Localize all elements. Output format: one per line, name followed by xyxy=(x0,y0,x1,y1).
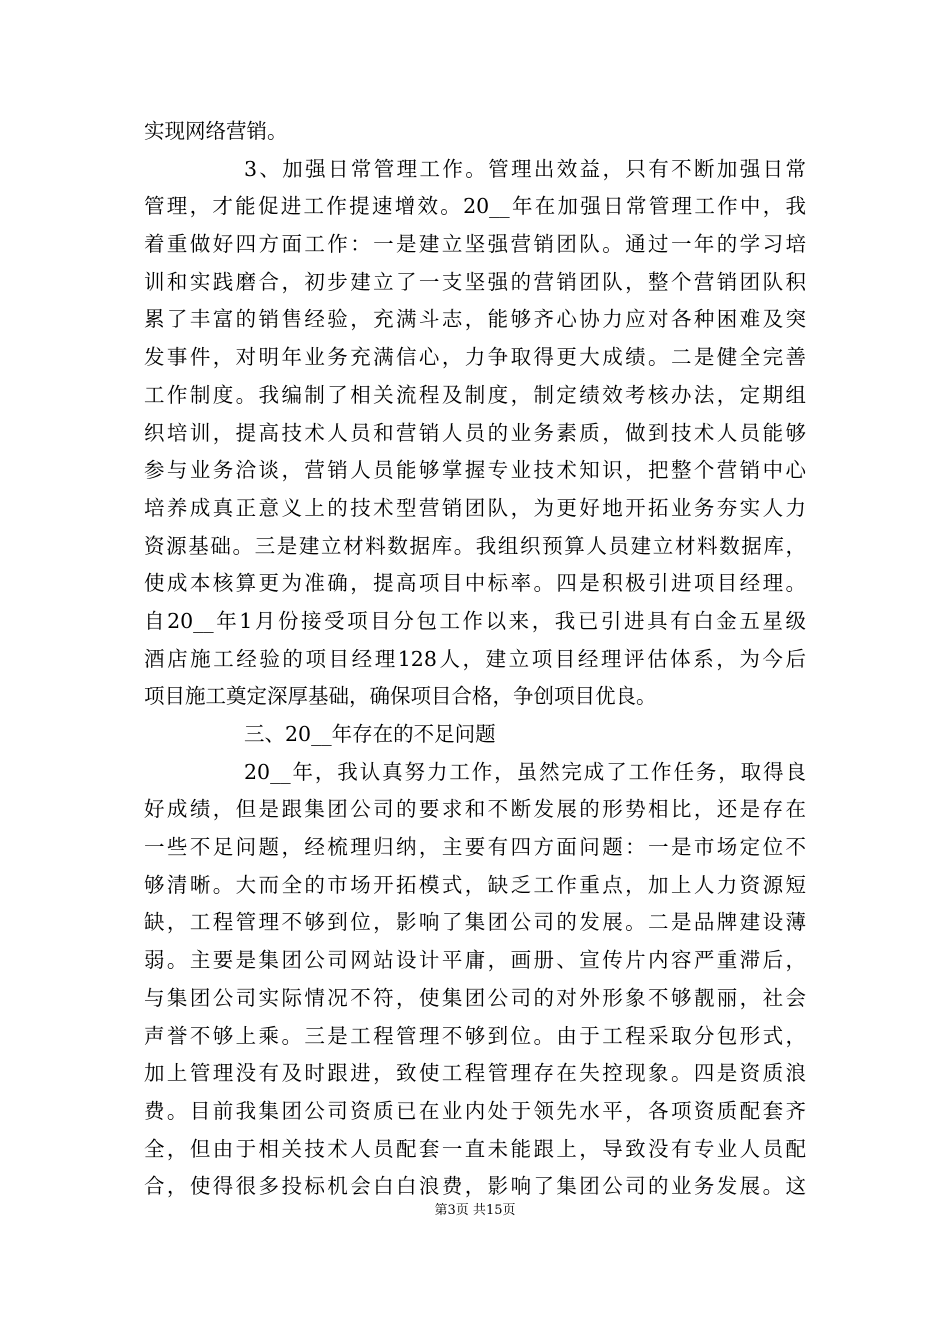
text-line: 一些不足问题，经梳理归纳，主要有四方面问题：一是市场定位不 xyxy=(144,835,806,860)
text-line: 着重做好四方面工作：一是建立坚强营销团队。通过一年的学习培 xyxy=(144,232,806,257)
text-line: 与集团公司实际情况不符，使集团公司的对外形象不够靓丽，社会 xyxy=(144,985,806,1010)
text-line: 发事件，对明年业务充满信心，力争取得更大成绩。二是健全完善 xyxy=(144,345,806,370)
text-line: 织培训，提高技术人员和营销人员的业务素质，做到技术人员能够 xyxy=(144,420,806,445)
text-line: 培养成真正意义上的技术型营销团队，为更好地开拓业务夯实人力 xyxy=(144,495,806,520)
text-line: 项目施工奠定深厚基础，确保项目合格，争创项目优良。 xyxy=(144,684,657,709)
text-line: 参与业务洽谈，营销人员能够掌握专业技术知识，把整个营销中心 xyxy=(144,458,806,483)
paragraph-first-line: 3、加强日常管理工作。管理出效益，只有不断加强日常 xyxy=(244,156,806,181)
text-line: 好成绩，但是跟集团公司的要求和不断发展的形势相比，还是存在 xyxy=(144,797,806,822)
text-line: 实现网络营销。 xyxy=(144,119,288,143)
footer-total-pages: 15 xyxy=(485,1203,503,1218)
text-line: 全，但由于相关技术人员配套一直未能跟上，导致没有专业人员配 xyxy=(144,1136,806,1161)
footer-current-page: 3 xyxy=(447,1203,456,1218)
text-line: 累了丰富的销售经验，充满斗志，能够齐心协力应对各种困难及突 xyxy=(144,307,806,332)
text-line: 管理，才能促进工作提速增效。20__年在加强日常管理工作中，我 xyxy=(144,194,806,219)
text-line: 使成本核算更为准确，提高项目中标率。四是积极引进项目经理。 xyxy=(144,571,806,596)
page-footer xyxy=(0,1203,950,1219)
text-line: 酒店施工经验的项目经理128人，建立项目经理评估体系，为今后 xyxy=(144,646,806,671)
text-line: 合，使得很多投标机会白白浪费，影响了集团公司的业务发展。这 xyxy=(144,1174,806,1199)
section-heading: 三、20__年存在的不足问题 xyxy=(244,722,496,746)
text-line: 训和实践磨合，初步建立了一支坚强的营销团队，整个营销团队积 xyxy=(144,269,806,294)
text-line: 缺，工程管理不够到位，影响了集团公司的发展。二是品牌建设薄 xyxy=(144,910,806,935)
footer-prefix: 第 xyxy=(434,1203,448,1218)
paragraph-first-line: 20__年，我认真努力工作，虽然完成了工作任务，取得良 xyxy=(244,759,806,784)
text-line: 够清晰。大而全的市场开拓模式，缺乏工作重点，加上人力资源短 xyxy=(144,872,806,897)
text-line: 声誉不够上乘。三是工程管理不够到位。由于工程采取分包形式， xyxy=(144,1023,806,1048)
text-line: 自20__年1月份接受项目分包工作以来，我已引进具有白金五星级 xyxy=(144,608,806,633)
text-line: 费。目前我集团公司资质已在业内处于领先水平，各项资质配套齐 xyxy=(144,1098,806,1123)
text-line: 弱。主要是集团公司网站设计平庸，画册、宣传片内容严重滞后， xyxy=(144,948,806,973)
document-body xyxy=(144,113,806,1206)
text-line: 资源基础。三是建立材料数据库。我组织预算人员建立材料数据库， xyxy=(144,533,806,558)
text-line: 工作制度。我编制了相关流程及制度，制定绩效考核办法，定期组 xyxy=(144,382,806,407)
footer-middle: 页 共 xyxy=(455,1203,486,1218)
footer-suffix: 页 xyxy=(502,1203,516,1218)
text-line: 加上管理没有及时跟进，致使工程管理存在失控现象。四是资质浪 xyxy=(144,1061,806,1086)
